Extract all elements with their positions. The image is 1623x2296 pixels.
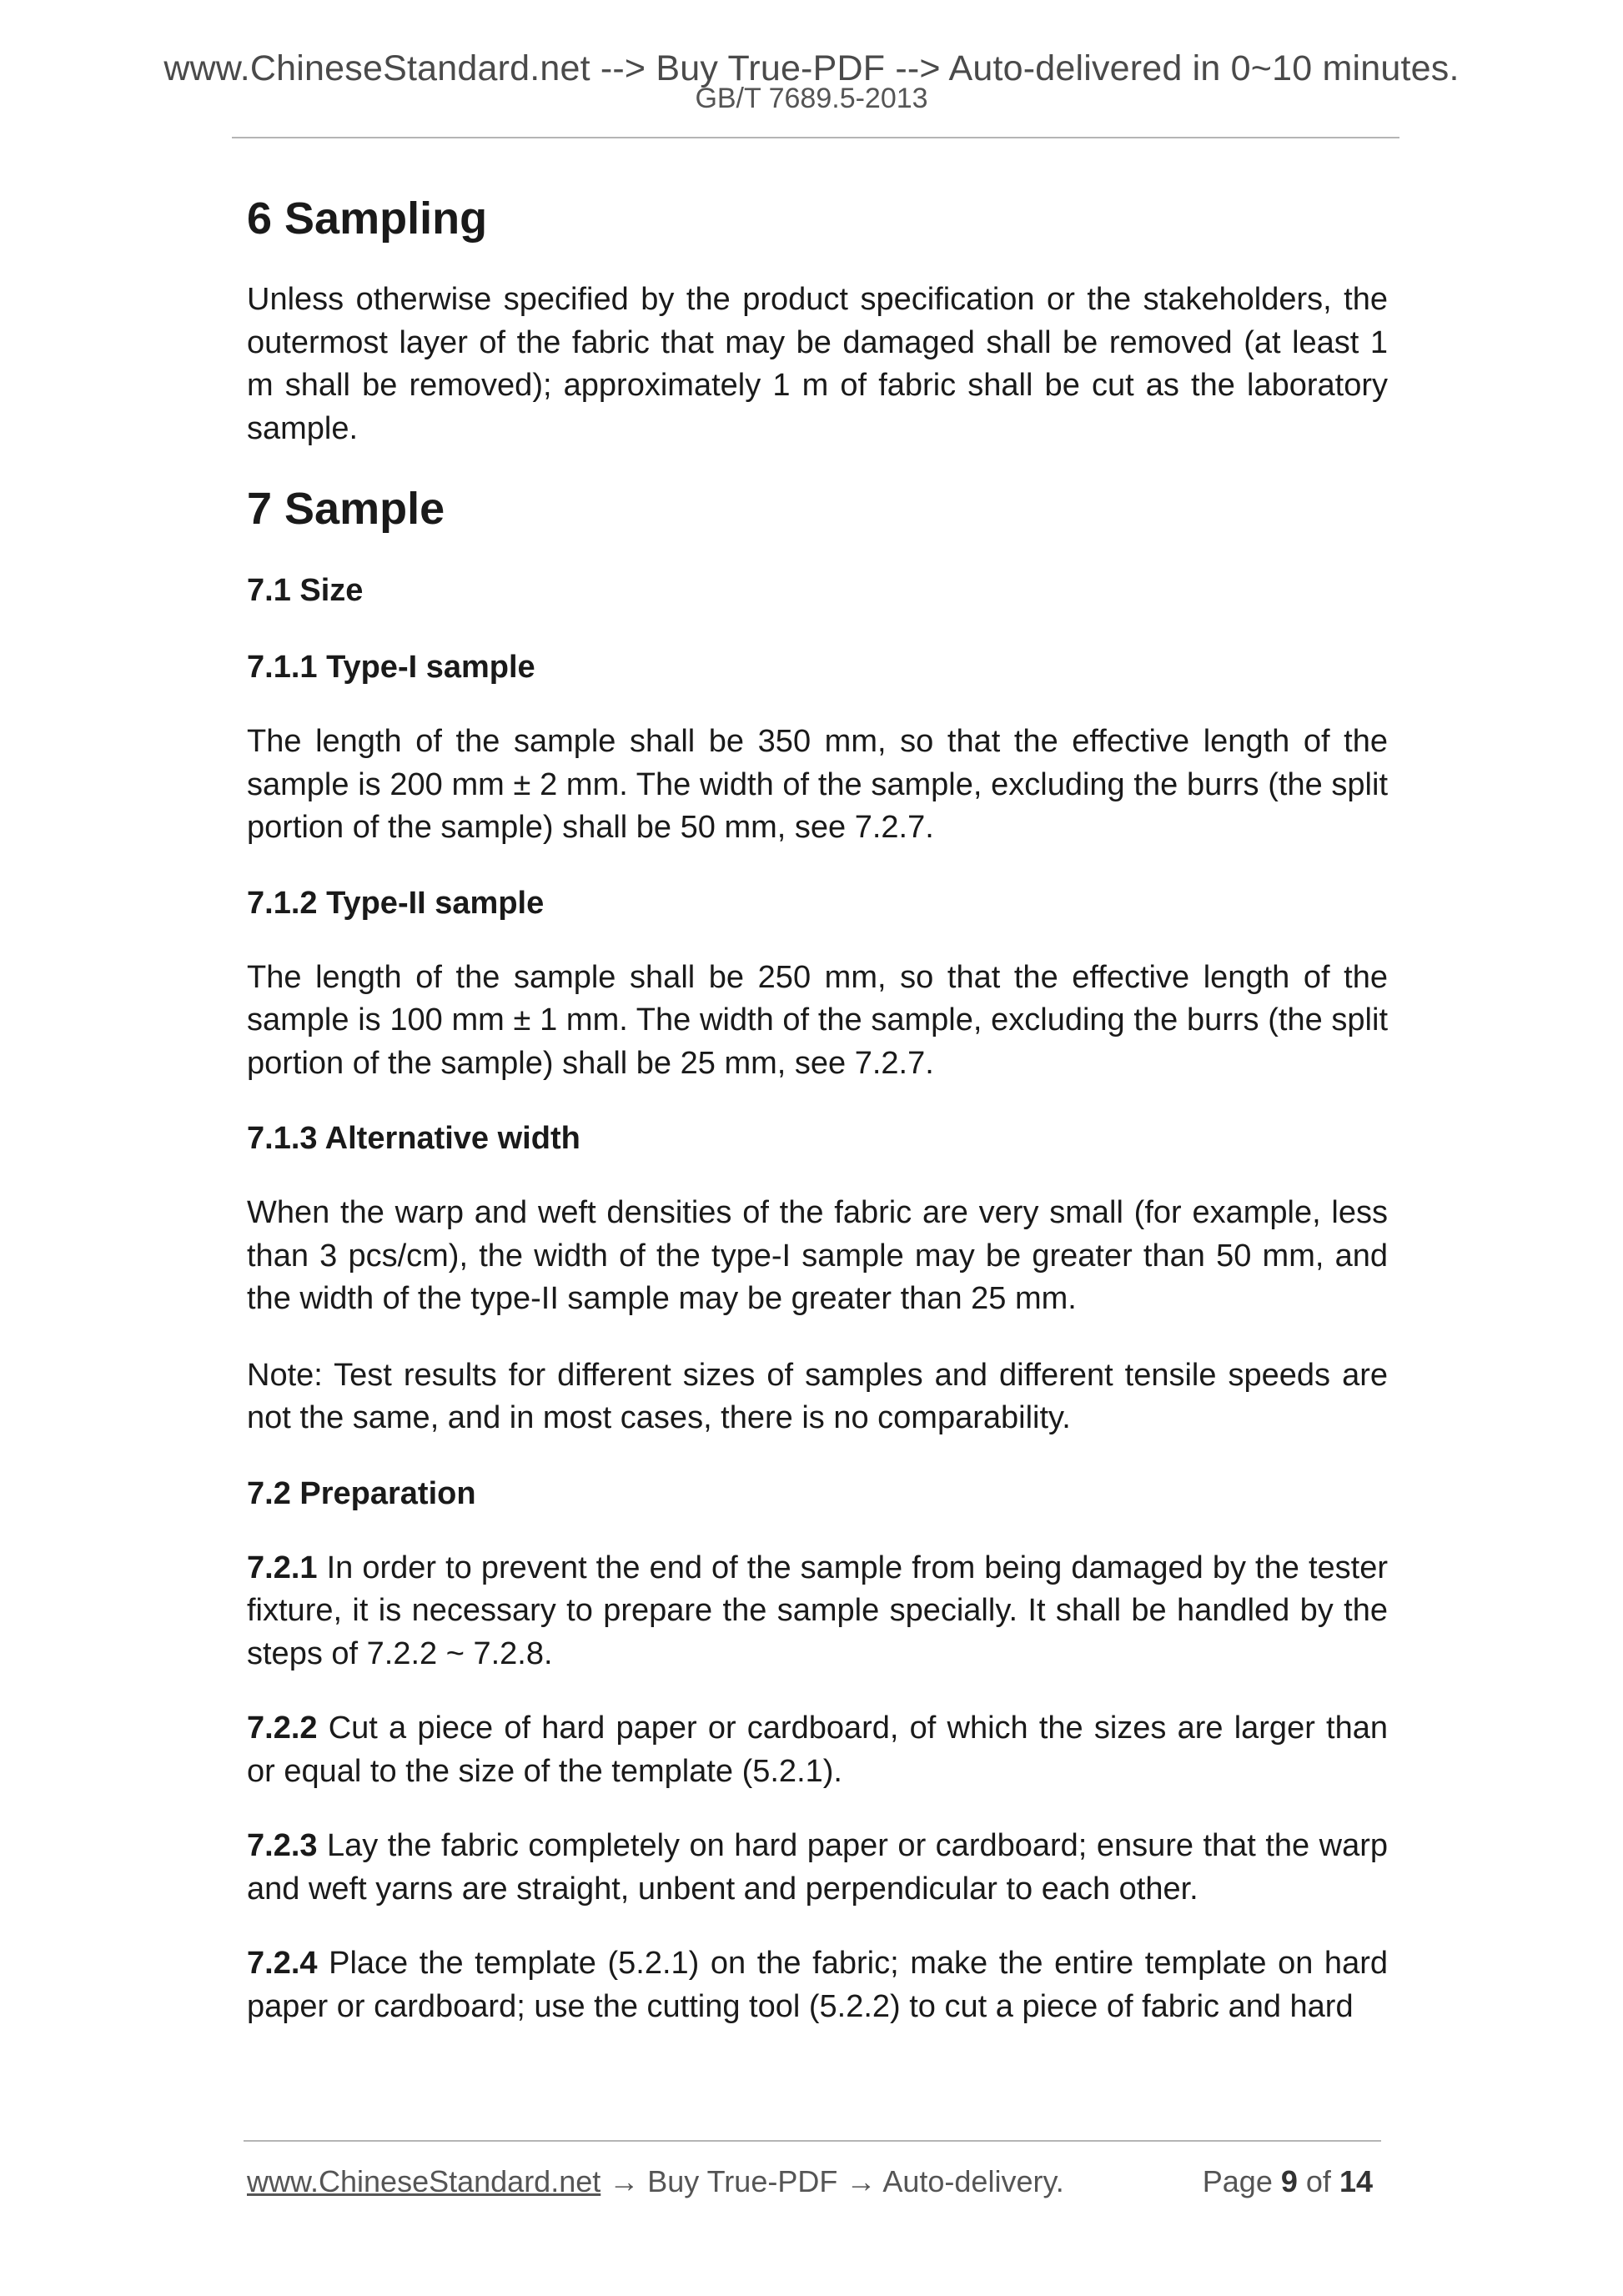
clause-text: In order to prevent the end of the sample from being damaged by the tester fixture, it is necessary to prepare the sample specially. It shall be handled by the steps of 7.2.2 ~ 7.2.8. [247, 1550, 1388, 1671]
page-total: 14 [1339, 2164, 1373, 2198]
page-content [247, 183, 1388, 2028]
section-7-1-3-paragraph: When the warp and weft densities of the fabric are very small (for example, less than 3 pcs/cm), the width of the type-I sample may be greater than 50 mm, and the width of the type-II sample may be greater than 25 mm. [247, 1195, 1388, 1316]
section-7-2-heading: 7.2 Preparation [247, 1475, 476, 1511]
clause-text: Cut a piece of hard paper or cardboard, of which the sizes are larger than or equal to the size of the template (5.2.1). [247, 1711, 1388, 1789]
arrow-right-icon: → [600, 2164, 648, 2198]
clause-7-2-1 [247, 1547, 1388, 1676]
page-footer [247, 2160, 1381, 2203]
of-label: of [1305, 2164, 1331, 2198]
section-7-1-3-note: Note: Test results for different sizes of samples and different tensile speeds are not the same, and in most cases, there is no comparability. [247, 1357, 1388, 1435]
document-code: GB/T 7689.5-2013 [695, 83, 928, 114]
clause-number: 7.2.4 [247, 1946, 318, 1981]
top-banner: www.ChineseStandard.net --> Buy True-PDF --> Auto-delivered in 0~10 minutes. [163, 48, 1460, 88]
clause-number: 7.2.3 [247, 1828, 318, 1863]
section-6-paragraph: Unless otherwise specified by the product specification or the stakeholders, the outermost layer of the fabric that may be damaged shall be removed (at least 1 m shall be removed); approximately 1 m of fabric shall be cut as the laboratory sample. [247, 282, 1388, 446]
footer-promo [247, 2160, 1064, 2203]
page-indicator [1203, 2160, 1373, 2203]
section-7-1-3-heading: 7.1.3 Alternative width [247, 1121, 580, 1156]
clause-7-2-2 [247, 1707, 1388, 1793]
footer-delivery-text: Auto-delivery. [882, 2164, 1064, 2198]
clause-number: 7.2.2 [247, 1711, 318, 1746]
section-7-1-1-paragraph: The length of the sample shall be 350 mm, so that the effective length of the sample is 200 mm ± 2 mm. The width of the sample, excluding the burrs (the split portion of the sample) shall be 50 mm, see 7.2.7. [247, 724, 1388, 845]
clause-text: Place the template (5.2.1) on the fabric; make the entire template on hard paper or cardboard; use the cutting tool (5.2.2) to cut a piece of fabric and hard [247, 1946, 1388, 2024]
section-7-1-heading: 7.1 Size [247, 573, 364, 608]
page-number: 9 [1280, 2164, 1298, 2198]
page-label: Page [1202, 2164, 1273, 2198]
section-7-1-2-heading: 7.1.2 Type-II sample [247, 885, 545, 921]
section-7-1-2-paragraph: The length of the sample shall be 250 mm, so that the effective length of the sample is 100 mm ± 1 mm. The width of the sample, excluding the burrs (the split portion of the sample) shall be 25 mm, see 7.2.7. [247, 959, 1388, 1081]
footer-buy-text: Buy True-PDF [647, 2164, 838, 2198]
clause-7-2-4 [247, 1942, 1388, 2028]
arrow-right-icon: → [837, 2164, 883, 2198]
clause-number: 7.2.1 [247, 1550, 318, 1585]
section-6-heading: 6 Sampling [247, 193, 488, 244]
section-7-1-1-heading: 7.1.1 Type-I sample [247, 650, 535, 685]
footer-site-link[interactable]: www.ChineseStandard.net [247, 2164, 601, 2198]
clause-text: Lay the fabric completely on hard paper or cardboard; ensure that the warp and weft yarns are straight, unbent and perpendicular to each other. [247, 1828, 1388, 1907]
clause-7-2-3 [247, 1825, 1388, 1911]
section-7-heading: 7 Sample [247, 484, 445, 534]
footer-divider [244, 2140, 1381, 2142]
header-divider [232, 137, 1399, 138]
